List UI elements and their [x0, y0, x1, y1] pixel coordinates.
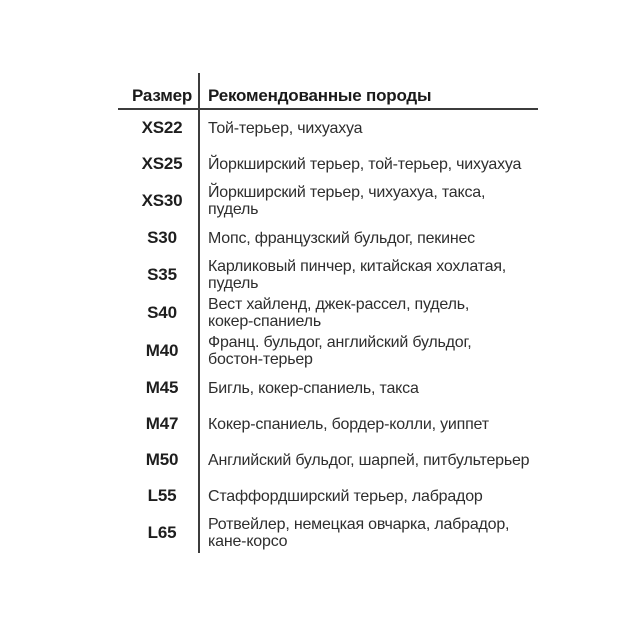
table-row — [118, 478, 538, 514]
table-row — [118, 146, 538, 182]
breeds-cell: Стаффордширский терьер, лабрадор — [208, 487, 483, 505]
size-cell: M45 — [145, 378, 179, 397]
table-row — [118, 182, 538, 220]
size-chart-table — [118, 73, 538, 552]
breeds-cell: Вест хайленд, джек-рассел, пудель, кокер-спаниель — [208, 296, 470, 330]
table-row — [118, 370, 538, 406]
size-cell: XS30 — [141, 191, 183, 210]
size-cell: M47 — [145, 414, 179, 433]
breeds-cell: Ротвейлер, немецкая овчарка, лабрадор, кане-корсо — [208, 516, 510, 550]
size-cell: M40 — [145, 341, 179, 360]
breeds-cell: Мопс, французский бульдог, пекинес — [208, 229, 475, 247]
size-cell: S40 — [147, 303, 177, 322]
size-cell: S30 — [147, 228, 177, 247]
breeds-cell: Английский бульдог, шарпей, питбультерьер — [208, 451, 530, 469]
size-cell: XS25 — [141, 154, 183, 173]
table-row — [118, 256, 538, 294]
breeds-cell: Йоркширский терьер, той-терьер, чихуахуа — [208, 155, 522, 173]
breeds-cell: Франц. бульдог, английский бульдог, бостон-терьер — [208, 334, 472, 368]
column-divider-line — [198, 73, 200, 553]
size-cell: L55 — [147, 486, 177, 505]
size-cell: XS22 — [141, 118, 183, 137]
table-body — [118, 110, 538, 552]
breeds-cell: Йоркширский терьер, чихуахуа, такса, пудель — [208, 184, 486, 218]
breeds-cell: Той-терьер, чихуахуа — [208, 119, 363, 137]
breeds-column-header: Рекомендованные породы — [208, 86, 432, 105]
table-row — [118, 332, 538, 370]
breeds-cell: Кокер-спаниель, бордер-колли, уиппет — [208, 415, 489, 433]
size-cell: S35 — [147, 265, 177, 284]
size-cell: L65 — [147, 523, 177, 542]
table-row — [118, 442, 538, 478]
table-header-row — [118, 73, 538, 108]
table-row — [118, 514, 538, 552]
table-row — [118, 294, 538, 332]
size-column-header: Размер — [131, 86, 193, 105]
breeds-cell: Карликовый пинчер, китайская хохлатая, пудель — [208, 258, 507, 292]
table-row — [118, 406, 538, 442]
size-cell: M50 — [145, 450, 179, 469]
breeds-cell: Бигль, кокер-спаниель, такса — [208, 379, 419, 397]
table-row — [118, 110, 538, 146]
table-row — [118, 220, 538, 256]
